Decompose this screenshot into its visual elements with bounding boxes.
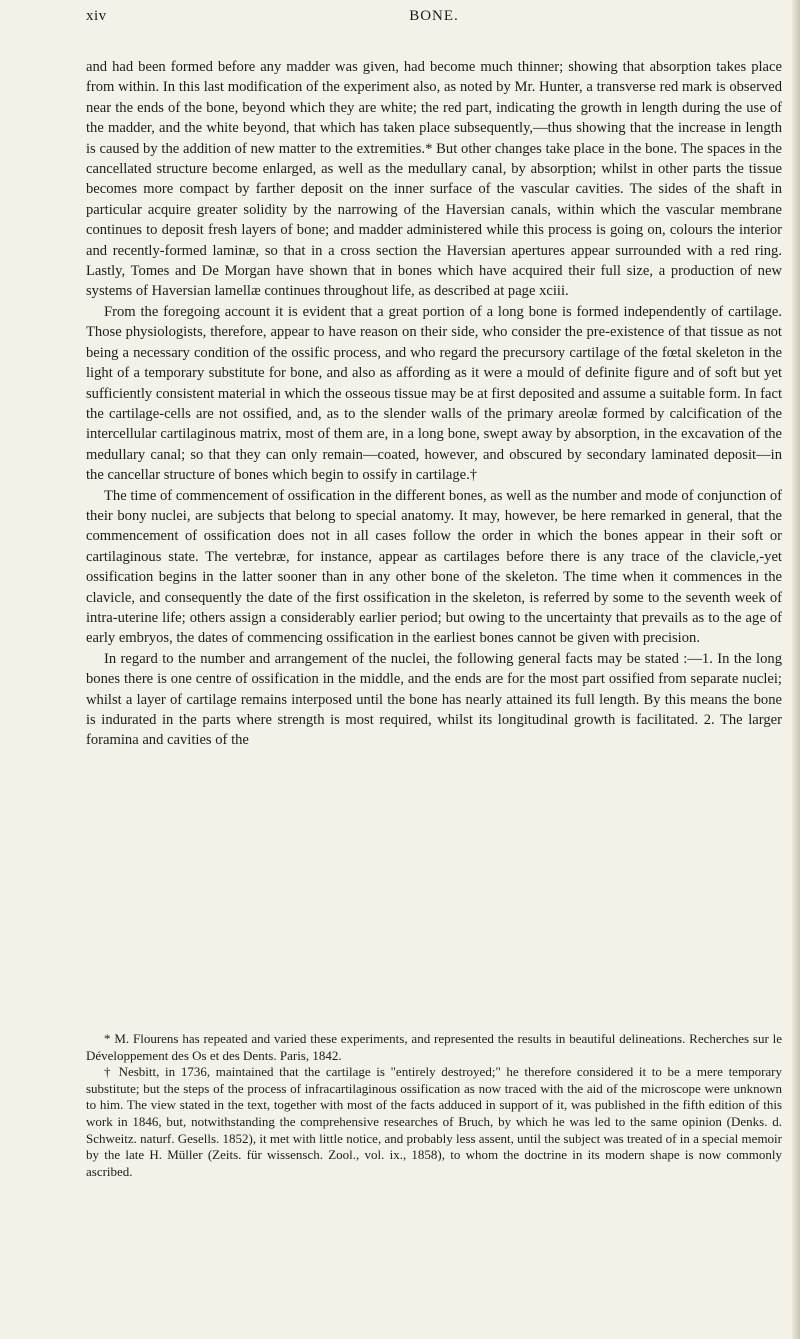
body-text xyxy=(86,57,782,751)
running-title: BONE. xyxy=(409,8,459,24)
page-binding-edge xyxy=(792,0,800,1339)
footnotes xyxy=(86,1031,782,1180)
paragraph: The time of commencement of ossification in the different bones, as well as the number and mode of conjunction of their bony nuclei, are subjects that belong to special anatomy. It may, however, be here remarked in general, that the commencement of ossification does not in all cases follow the order in which the bones appear in their soft or cartilaginous state. The vertebræ, for instance, appear as cartilages before there is any trace of the clavicle,-yet ossification begins in the latter sooner than in any other bone of the skeleton. The time when it commences in the clavicle, and consequently the date of the first ossification in the skeleton, is referred by some to the seventh week of intra-uterine life; others assign a considerably earlier period; but owing to the uncertainty that prevails as to the age of early embryos, the dates of commencing ossification in the earliest bones cannot be given with precision. xyxy=(86,487,782,647)
footnote-dagger: † Nesbitt, in 1736, maintained that the cartilage is "entirely destroyed;" he therefore considered it to be a mere temporary substitute; but the steps of the process of infracartilaginous ossification as now traced with the aid of the microscope were unknown to him. The view stated in the text, together with most of the facts adduced in support of it, was published in the fifth edition of this work in 1846, but, notwithstanding the comprehensive researches of Bruch, by which he was led to the same opinion (Denks. d. Schweitz. naturf. Gesells. 1852), it met with little notice, and probably less assent, until the subject was treated of in a special memoir by the late H. Müller (Zeits. für wissensch. Zool., vol. ix., 1858), to whom the doctrine in its modern shape is now commonly ascribed. xyxy=(86,1064,782,1179)
page-number: xiv xyxy=(86,8,107,24)
footnote-asterisk: * M. Flourens has repeated and varied these experiments, and represented the results in beautiful delineations. Recherches sur le Développement des Os et des Dents. Paris, 1842. xyxy=(86,1031,782,1063)
running-head xyxy=(86,8,782,30)
paragraph: From the foregoing account it is evident that a great portion of a long bone is formed independently of cartilage. Those physiologists, therefore, appear to have reason on their side, who consider the pre-existence of that tissue as not being a necessary condition of the ossific process, and who regard the precursory cartilage of the fœtal skeleton in the light of a temporary substitute for bone, and also as affording as it were a mould of definite figure and of soft but yet sufficiently consistent material in which the osseous tissue may be at first deposited and assume a suitable form. In fact the cartilage-cells are not ossified, and, as to the slender walls of the primary areolæ formed by calcification of the intercellular cartilaginous matrix, most of them are, in a long bone, swept away by absorption, in the excavation of the medullary canal; so that they can only remain—coated, however, and obscured by secondary laminated deposit—in the cancellar structure of bones which begin to ossify in cartilage.† xyxy=(86,303,783,484)
paragraph-continued: and had been formed before any madder was given, had become much thinner; showing that absorption takes place from within. In this last modification of the experiment also, as noted by Mr. Hunter, a transverse red mark is observed near the ends of the bone, beyond which they are white; the red part, indicating the growth in length during the use of the madder, and the white beyond, that which has taken place subsequently,—thus showing that the increase in length is caused by the addition of new matter to the extremities.* But other changes take place in the bone. The spaces in the cancellated structure become enlarged, as well as the medullary canal, by absorption; whilst in other parts the tissue becomes more compact by farther deposit on the inner surface of the vascular cavities. The sides of the shaft in particular acquire greater solidity by the narrowing of the Haversian canals, within which the vascular membrane continues to deposit fresh layers of bone; and madder administered while this process is going on, colours the interior and recently-formed laminæ, so that in a cross section the Haversian apertures appear surrounded with a red ring. Lastly, Tomes and De Morgan have shown that in bones which have acquired their full size, a production of new systems of Haversian lamellæ continues throughout life, as described at page xciii. xyxy=(86,59,782,300)
paragraph: In regard to the number and arrangement of the nuclei, the following general facts may be stated :—1. In the long bones there is one centre of ossification in the middle, and the ends are for the most part ossified from separate nuclei; whilst a layer of cartilage remains interposed until the bone has nearly attained its full length. By this means the bone is indurated in the parts where strength is most required, whilst its longitudinal growth is facilitated. 2. The larger foramina and cavities of the xyxy=(86,650,782,749)
